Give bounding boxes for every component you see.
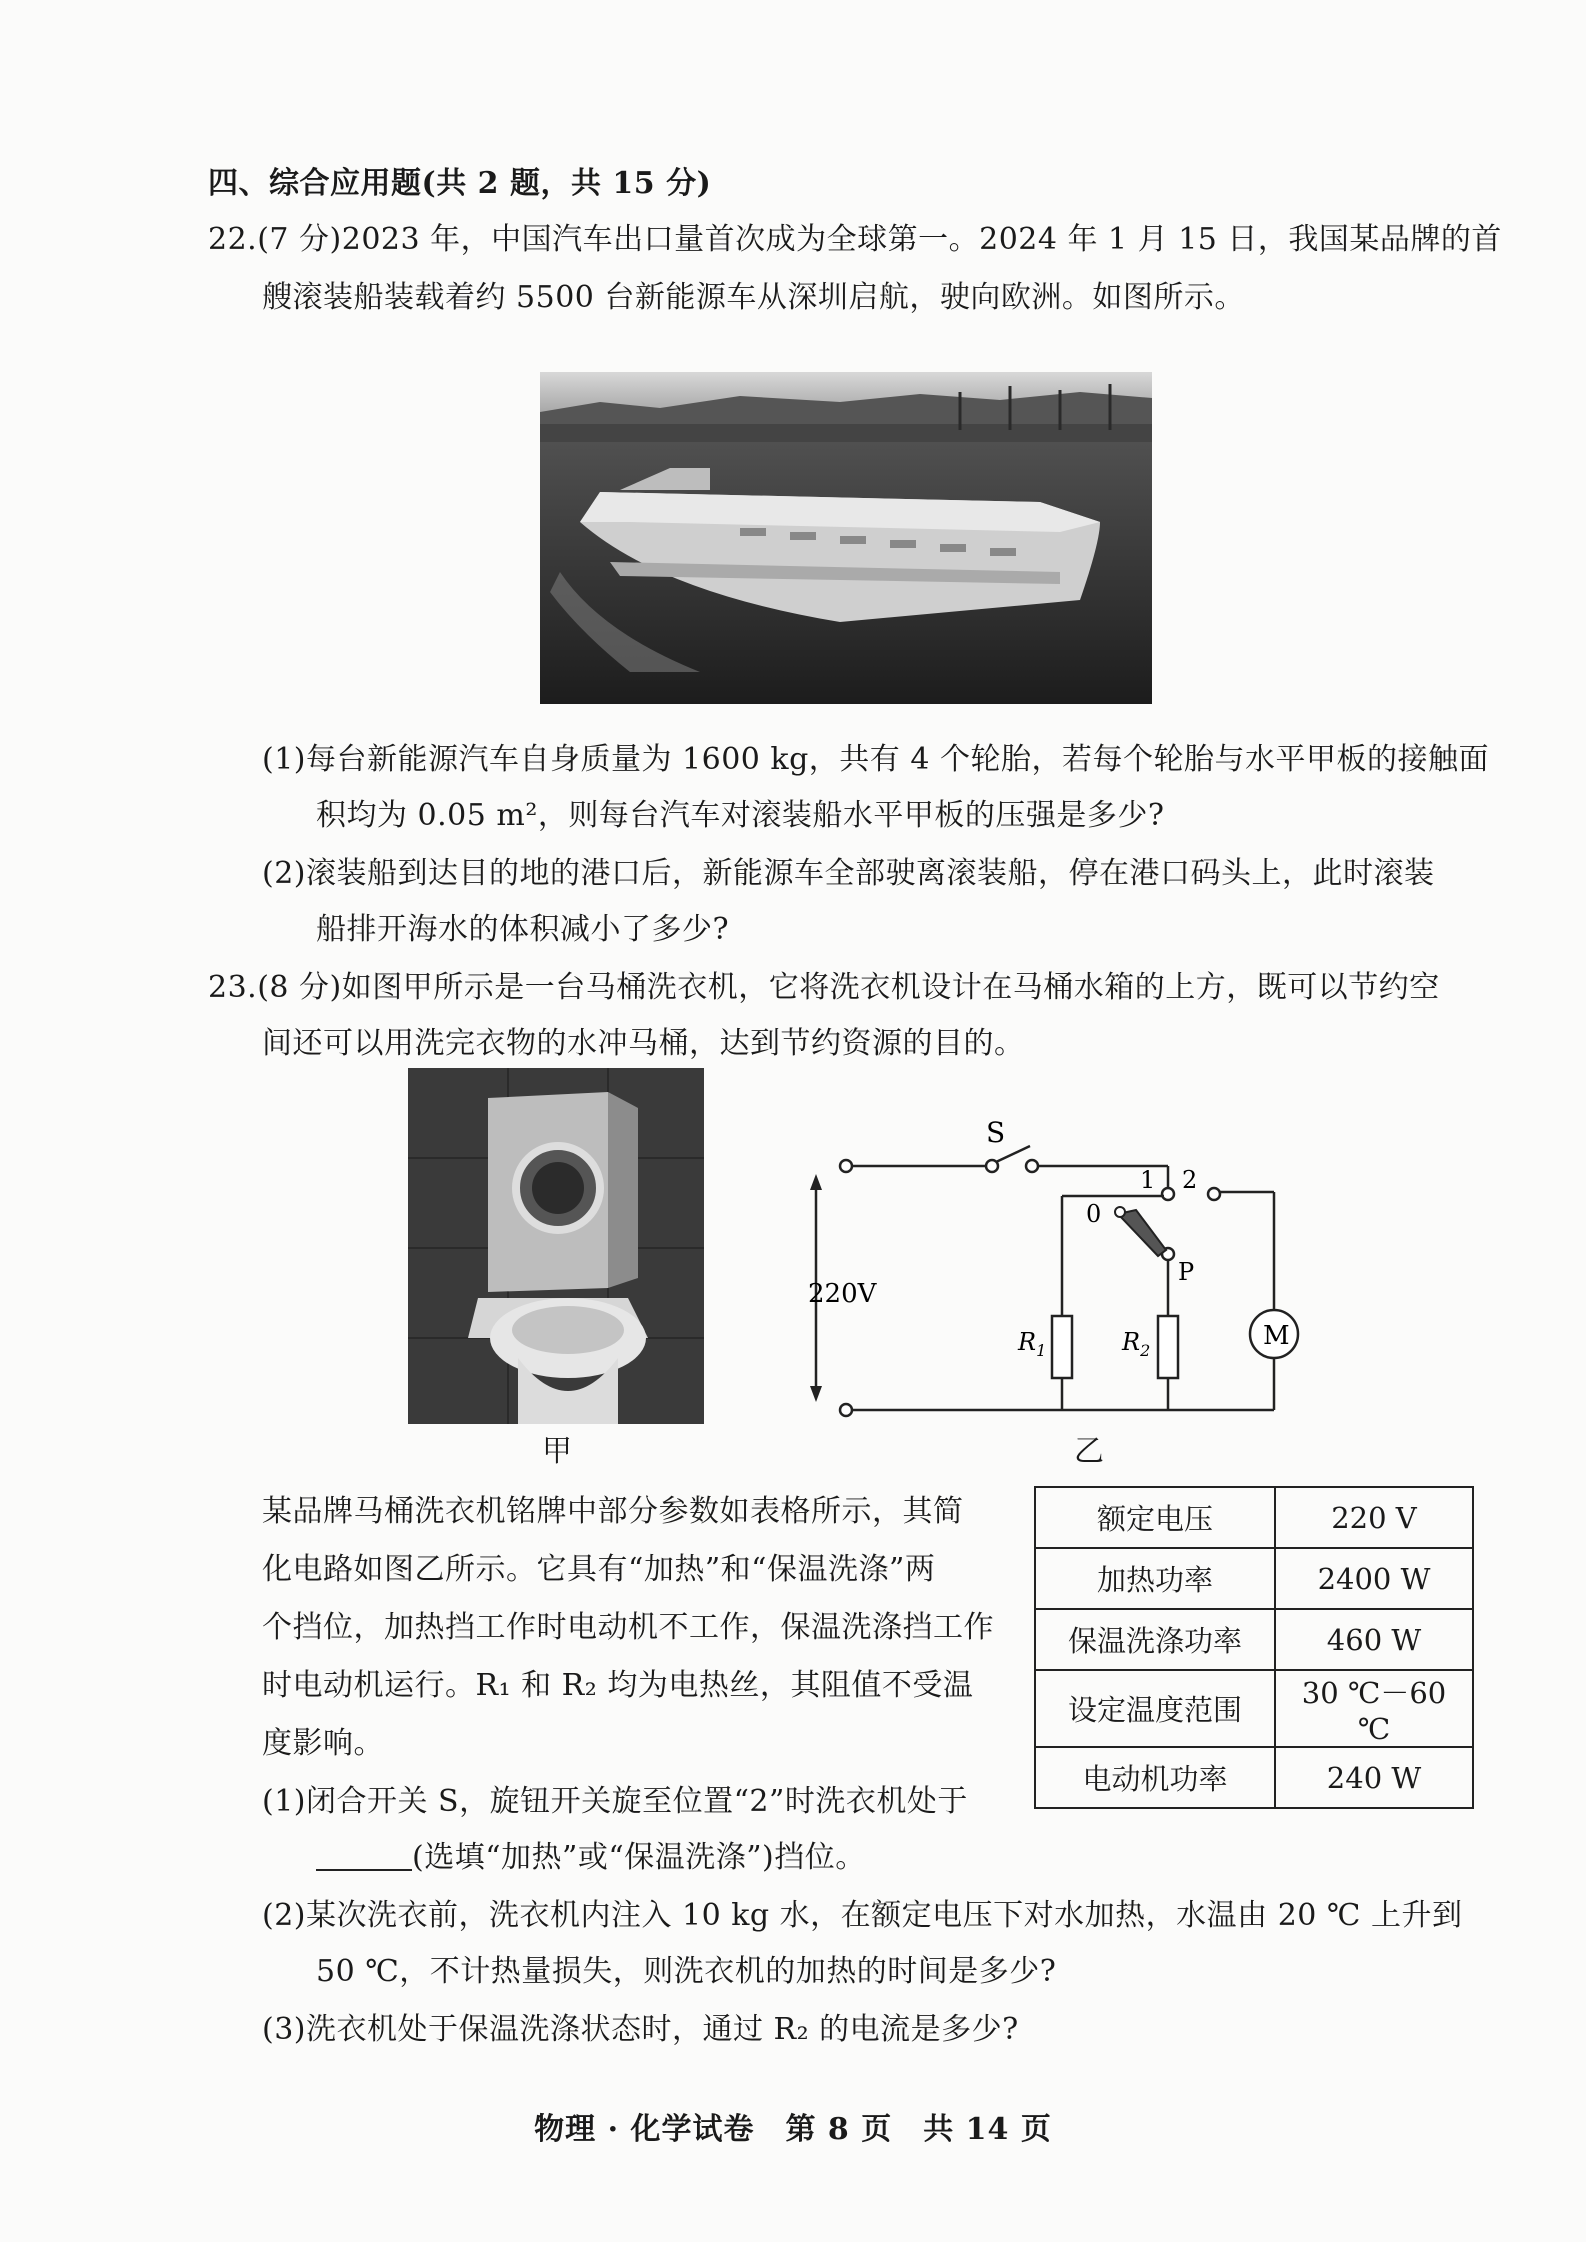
table-row bbox=[1035, 1609, 1473, 1670]
q23-part3-line1: (3)洗衣机处于保温洗涤状态时，通过 R₂ 的电流是多少? bbox=[262, 2012, 1019, 2047]
spec-label: 设定温度范围 bbox=[1035, 1670, 1275, 1747]
spec-value: 30 ℃－60 ℃ bbox=[1275, 1670, 1473, 1747]
q23-desc-line4: 时电动机运行。R₁ 和 R₂ 均为电热丝，其阻值不受温 bbox=[262, 1668, 974, 1703]
spec-label: 额定电压 bbox=[1035, 1487, 1275, 1548]
section-title: 四、综合应用题(共 2 题，共 15 分) bbox=[208, 166, 712, 201]
table-row bbox=[1035, 1747, 1473, 1808]
q23-part1-line2-wrap bbox=[316, 1836, 866, 1880]
resistor-r2 bbox=[1158, 1316, 1178, 1378]
q23-part2-line2: 50 ℃，不计热量损失，则洗衣机的加热的时间是多少? bbox=[316, 1954, 1057, 1989]
top-left-terminal bbox=[840, 1160, 852, 1172]
ship-photo bbox=[540, 372, 1152, 704]
spec-table bbox=[1034, 1486, 1474, 1809]
figure-a-caption: 甲 bbox=[542, 1434, 573, 1469]
q23-part2-line1: (2)某次洗衣前，洗衣机内注入 10 kg 水，在额定电压下对水加热，水温由 20 ℃ 上升到 bbox=[262, 1898, 1463, 1933]
toilet-washer-photo bbox=[408, 1068, 704, 1424]
spec-label: 加热功率 bbox=[1035, 1548, 1275, 1609]
resistor-r1 bbox=[1052, 1316, 1072, 1378]
position-2-label: 2 bbox=[1182, 1166, 1198, 1194]
spec-value: 240 W bbox=[1275, 1747, 1473, 1808]
rotary-knob bbox=[1118, 1210, 1166, 1256]
q22-part2-line2: 船排开海水的体积减小了多少? bbox=[316, 912, 730, 947]
position-0-label: 0 bbox=[1086, 1200, 1102, 1228]
point-p-label: P bbox=[1178, 1258, 1195, 1286]
r1-label: $R_1$ bbox=[1018, 1328, 1047, 1360]
figure-b-caption: 乙 bbox=[1074, 1434, 1105, 1469]
q23-stem-line2: 间还可以用洗完衣物的水冲马桶，达到节约资源的目的。 bbox=[262, 1026, 1025, 1061]
spec-value: 460 W bbox=[1275, 1609, 1473, 1670]
motor-label: M bbox=[1263, 1321, 1290, 1351]
q23-stem-line1: 23.(8 分)如图甲所示是一台马桶洗衣机，它将洗衣机设计在马桶水箱的上方，既可以节约空 bbox=[208, 970, 1440, 1005]
q23-part1-line2: (选填“加热”或“保温洗涤”)挡位。 bbox=[412, 1840, 866, 1875]
q22-part1-line2: 积均为 0.05 m²，则每台汽车对滚装船水平甲板的压强是多少? bbox=[316, 798, 1165, 833]
r2-label: $R_2$ bbox=[1122, 1328, 1151, 1360]
q23-desc-line3: 个挡位，加热挡工作时电动机不工作，保温洗涤挡工作 bbox=[262, 1610, 994, 1645]
position-1-label: 1 bbox=[1140, 1166, 1156, 1194]
q23-part1-line1: (1)闭合开关 S，旋钮开关旋至位置“2”时洗衣机处于 bbox=[262, 1784, 968, 1819]
spec-value: 2400 W bbox=[1275, 1548, 1473, 1609]
q22-part1-line1: (1)每台新能源汽车自身质量为 1600 kg，共有 4 个轮胎，若每个轮胎与水平甲板的接触面 bbox=[262, 742, 1489, 777]
page-footer: 物理 · 化学试卷 第 8 页 共 14 页 bbox=[534, 2112, 1052, 2147]
ro-ro-ship-illustration bbox=[540, 372, 1152, 704]
q22-part2-line1: (2)滚装船到达目的地的港口后，新能源车全部驶离滚装船，停在港口码头上，此时滚装 bbox=[262, 856, 1435, 891]
answer-blank[interactable] bbox=[316, 1839, 412, 1871]
voltage-label: 220V bbox=[808, 1279, 877, 1309]
circuit-diagram bbox=[800, 1110, 1320, 1440]
toilet-washer-illustration bbox=[408, 1068, 704, 1424]
switch-label: S bbox=[986, 1116, 1006, 1149]
table-row bbox=[1035, 1487, 1473, 1548]
table-row bbox=[1035, 1548, 1473, 1609]
q23-desc-line1: 某品牌马桶洗衣机铭牌中部分参数如表格所示，其简 bbox=[262, 1494, 964, 1529]
q22-stem-line2: 艘滚装船装载着约 5500 台新能源车从深圳启航，驶向欧洲。如图所示。 bbox=[262, 280, 1245, 315]
spec-label: 保温洗涤功率 bbox=[1035, 1609, 1275, 1670]
q23-desc-line5: 度影响。 bbox=[262, 1726, 384, 1761]
q23-desc-line2: 化电路如图乙所示。它具有“加热”和“保温洗涤”两 bbox=[262, 1552, 936, 1587]
q22-stem-line1: 22.(7 分)2023 年，中国汽车出口量首次成为全球第一。2024 年 1 月 15 日，我国某品牌的首 bbox=[208, 222, 1502, 257]
spec-value: 220 V bbox=[1275, 1487, 1473, 1548]
table-row bbox=[1035, 1670, 1473, 1747]
bottom-left-terminal bbox=[840, 1404, 852, 1416]
spec-label: 电动机功率 bbox=[1035, 1747, 1275, 1808]
